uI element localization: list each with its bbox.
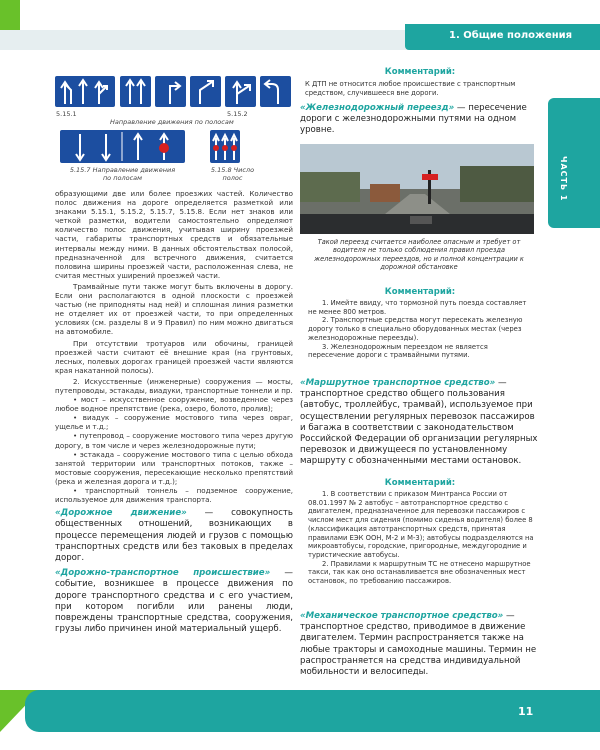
sign-5-15-1-b (120, 76, 151, 107)
photo-caption: Такой переезд считается наиболее опасным и требует от водителя не только соблюдения правил проезда железнодорожных переездов, но и полной концентрации к дорожной обстановке (314, 238, 524, 272)
chapter-tab-label: ЧАСТЬ 1 (559, 156, 568, 202)
definition (300, 103, 540, 137)
sign-caption: 5.15.1 (56, 110, 77, 118)
sign-caption: Направление движения по полосам (110, 118, 234, 126)
paragraph: При отсутствии тротуаров или обочины, границей проезжей части считают её внешние края (на грунтовых, лесных, полевых дорогах границей проезжей части являются края накатанной полосы). (55, 338, 293, 375)
section-title: 1. Общие положения (449, 30, 573, 41)
corner-decoration (0, 0, 20, 30)
bullet-item: • виадук – сооружение мостового типа через овраг, ущелье и т.д.; (55, 413, 293, 432)
chapter-tab (548, 98, 600, 228)
comment-item: 1. Имейте ввиду, что тормозной путь поезда составляет не менее 800 метров. (308, 299, 527, 316)
sign-5-15-2-b (190, 76, 221, 107)
definition-term: «Механическое транспортное средство» (300, 611, 504, 621)
definition (55, 568, 293, 635)
definition-text: — транспортное средство общего пользования (автобус, троллейбус, трамвай), используемое при осуществлении регулярных перевозок пассажиров и багажа в соответствии с законодательством Российской Федерации об организации регулярных перевозок и движущееся по установленному маршруту с обозначенными местами остановок. (300, 378, 538, 467)
comment-title: Комментарий: (384, 478, 456, 488)
definition-text: — совокупность общественных отношений, возникающих в процессе перемещения людей и грузов с помощью транспортных средств или без таковых в пределах дорог. (55, 508, 293, 563)
comment-item: 1. В соответствии с приказом Минтранса России от 08.01.1997 № 2 автобус – автотранспортное средство с двигателем, предназначенное для перевозки пассажиров с числом мест для сидения (помимо сиденья водителя) более 8 (классификация автотранспортных средств, принятая правилами ЕЭК ООН, М-2 и М-3); автобусы подразделяются на микроавтобусы, городские, пригородные, междугородние и туристические автобусы. (308, 490, 534, 559)
sign-5-15-2-c (225, 76, 256, 107)
paragraph: образующими две или более проезжих частей. Количество полос движения на дороге определяется разметкой или знаками 5.15.1, 5.15.2, 5.15.7, 5.15.8. Если нет знаков или четкой разметки, водители самостоятельно определяют количество полос движения, учитывая ширину проезжей части, габариты транспортных средств и обязательные интервалы между ними. В данных обстоятельствах полосой, предназначенной для встречного движения, считается половина ширины проезжей части, расположенная слева, не считая местных уширений проезжей части. (55, 189, 293, 280)
definition-text: — пересечение дороги с железнодорожными путями на одном уровне. (300, 103, 527, 136)
comment-text: К ДТП не относится любое происшествие с транспортным средством, случившееся вне дороги. (305, 80, 516, 97)
sign-5-15-1 (55, 76, 115, 107)
railway-crossing-photo (300, 144, 534, 234)
definition-term: «Дорожно-транспортное происшествие» (55, 568, 271, 579)
page-number: 11 (518, 705, 534, 718)
left-column (55, 189, 293, 635)
bullet-item: • эстакада – сооружение мостового типа с целью обхода занятой территории или транспортных потоков, также – мостовые сооружения, пересекающие несколько препятствий (река и железная дорога и т.д.); (55, 449, 293, 486)
sign-caption: 5.15.7 Направление движения по полосам (69, 166, 176, 182)
definition-term: «Маршрутное транспортное средство» (300, 378, 496, 388)
definition-term: «Железнодорожный переезд» (300, 103, 455, 113)
sign-caption: 5.15.2 (227, 110, 248, 118)
comment-item: 2. Транспортные средства могут пересекать железную дорогу только в специально оборудованных местах (через железнодорожные переезды). (308, 316, 523, 342)
sign-5-15-2 (155, 76, 186, 107)
comment-list (308, 299, 536, 360)
definition (55, 508, 293, 564)
definition-term: «Дорожное движение» (55, 508, 187, 519)
comment-item: 2. Правилами к маршрутным ТС не отнесено маршрутное такси, так как оно останавливается вне обозначенных мест остановок, по требованию пассажиров. (308, 559, 531, 586)
paragraph: 2. Искусственные (инженерные) сооружения — мосты, путепроводы, эстакады, виадуки, транспортные тоннели и пр. (55, 376, 293, 395)
sign-5-15-8 (210, 130, 240, 163)
bullet-item: • транспортный тоннель – подземное сооружение, используемое для движения транспорта. (55, 486, 293, 505)
footer-bar (25, 690, 600, 732)
section-header (405, 24, 600, 50)
sign-5-15-7 (60, 130, 185, 163)
bullet-item: • путепровод – сооружение мостового типа через другую дорогу, в том числе и через железнодорожные пути; (55, 431, 293, 450)
definition-text: — событие, возникшее в процессе движения по дороге транспортного средства и с его участием, при котором погибли или ранены люди, повреждены транспортные средства, сооружения, грузы либо причинен иной материальный ущерб. (55, 568, 293, 635)
paragraph: Трамвайные пути также могут быть включены в дорогу. Если они располагаются в одной плоскости с проезжей частью (не приподняты над ней) и сплошная линия разметки не отделяет их от проезжей части, то при определенных условиях (см. разделы 8 и 9 Правил) по ним можно двигаться на автомобиле. (55, 281, 293, 337)
comment-title: Комментарий: (384, 287, 456, 297)
comment-list (308, 490, 536, 586)
definition (300, 378, 540, 468)
definition-text: — транспортное средство, приводимое в движение двигателем. Термин распространяется также на любые тракторы и самоходные машины. Термин не распространяется на средства индивидуальной мобильности и велосипеды. (300, 611, 537, 678)
comment-title: Комментарий: (384, 67, 456, 77)
definition (300, 611, 540, 678)
sign-5-15-2-d (260, 76, 291, 107)
sign-caption: 5.15.8 Число полос (210, 166, 255, 182)
comment-item: 3. Железнодорожным переездом не является пересечение дороги с трамвайными путями. (308, 342, 488, 360)
bullet-item: • мост – искусственное сооружение, возведенное через любое водное препятствие (река, озеро, болото, пролив); (55, 395, 293, 414)
